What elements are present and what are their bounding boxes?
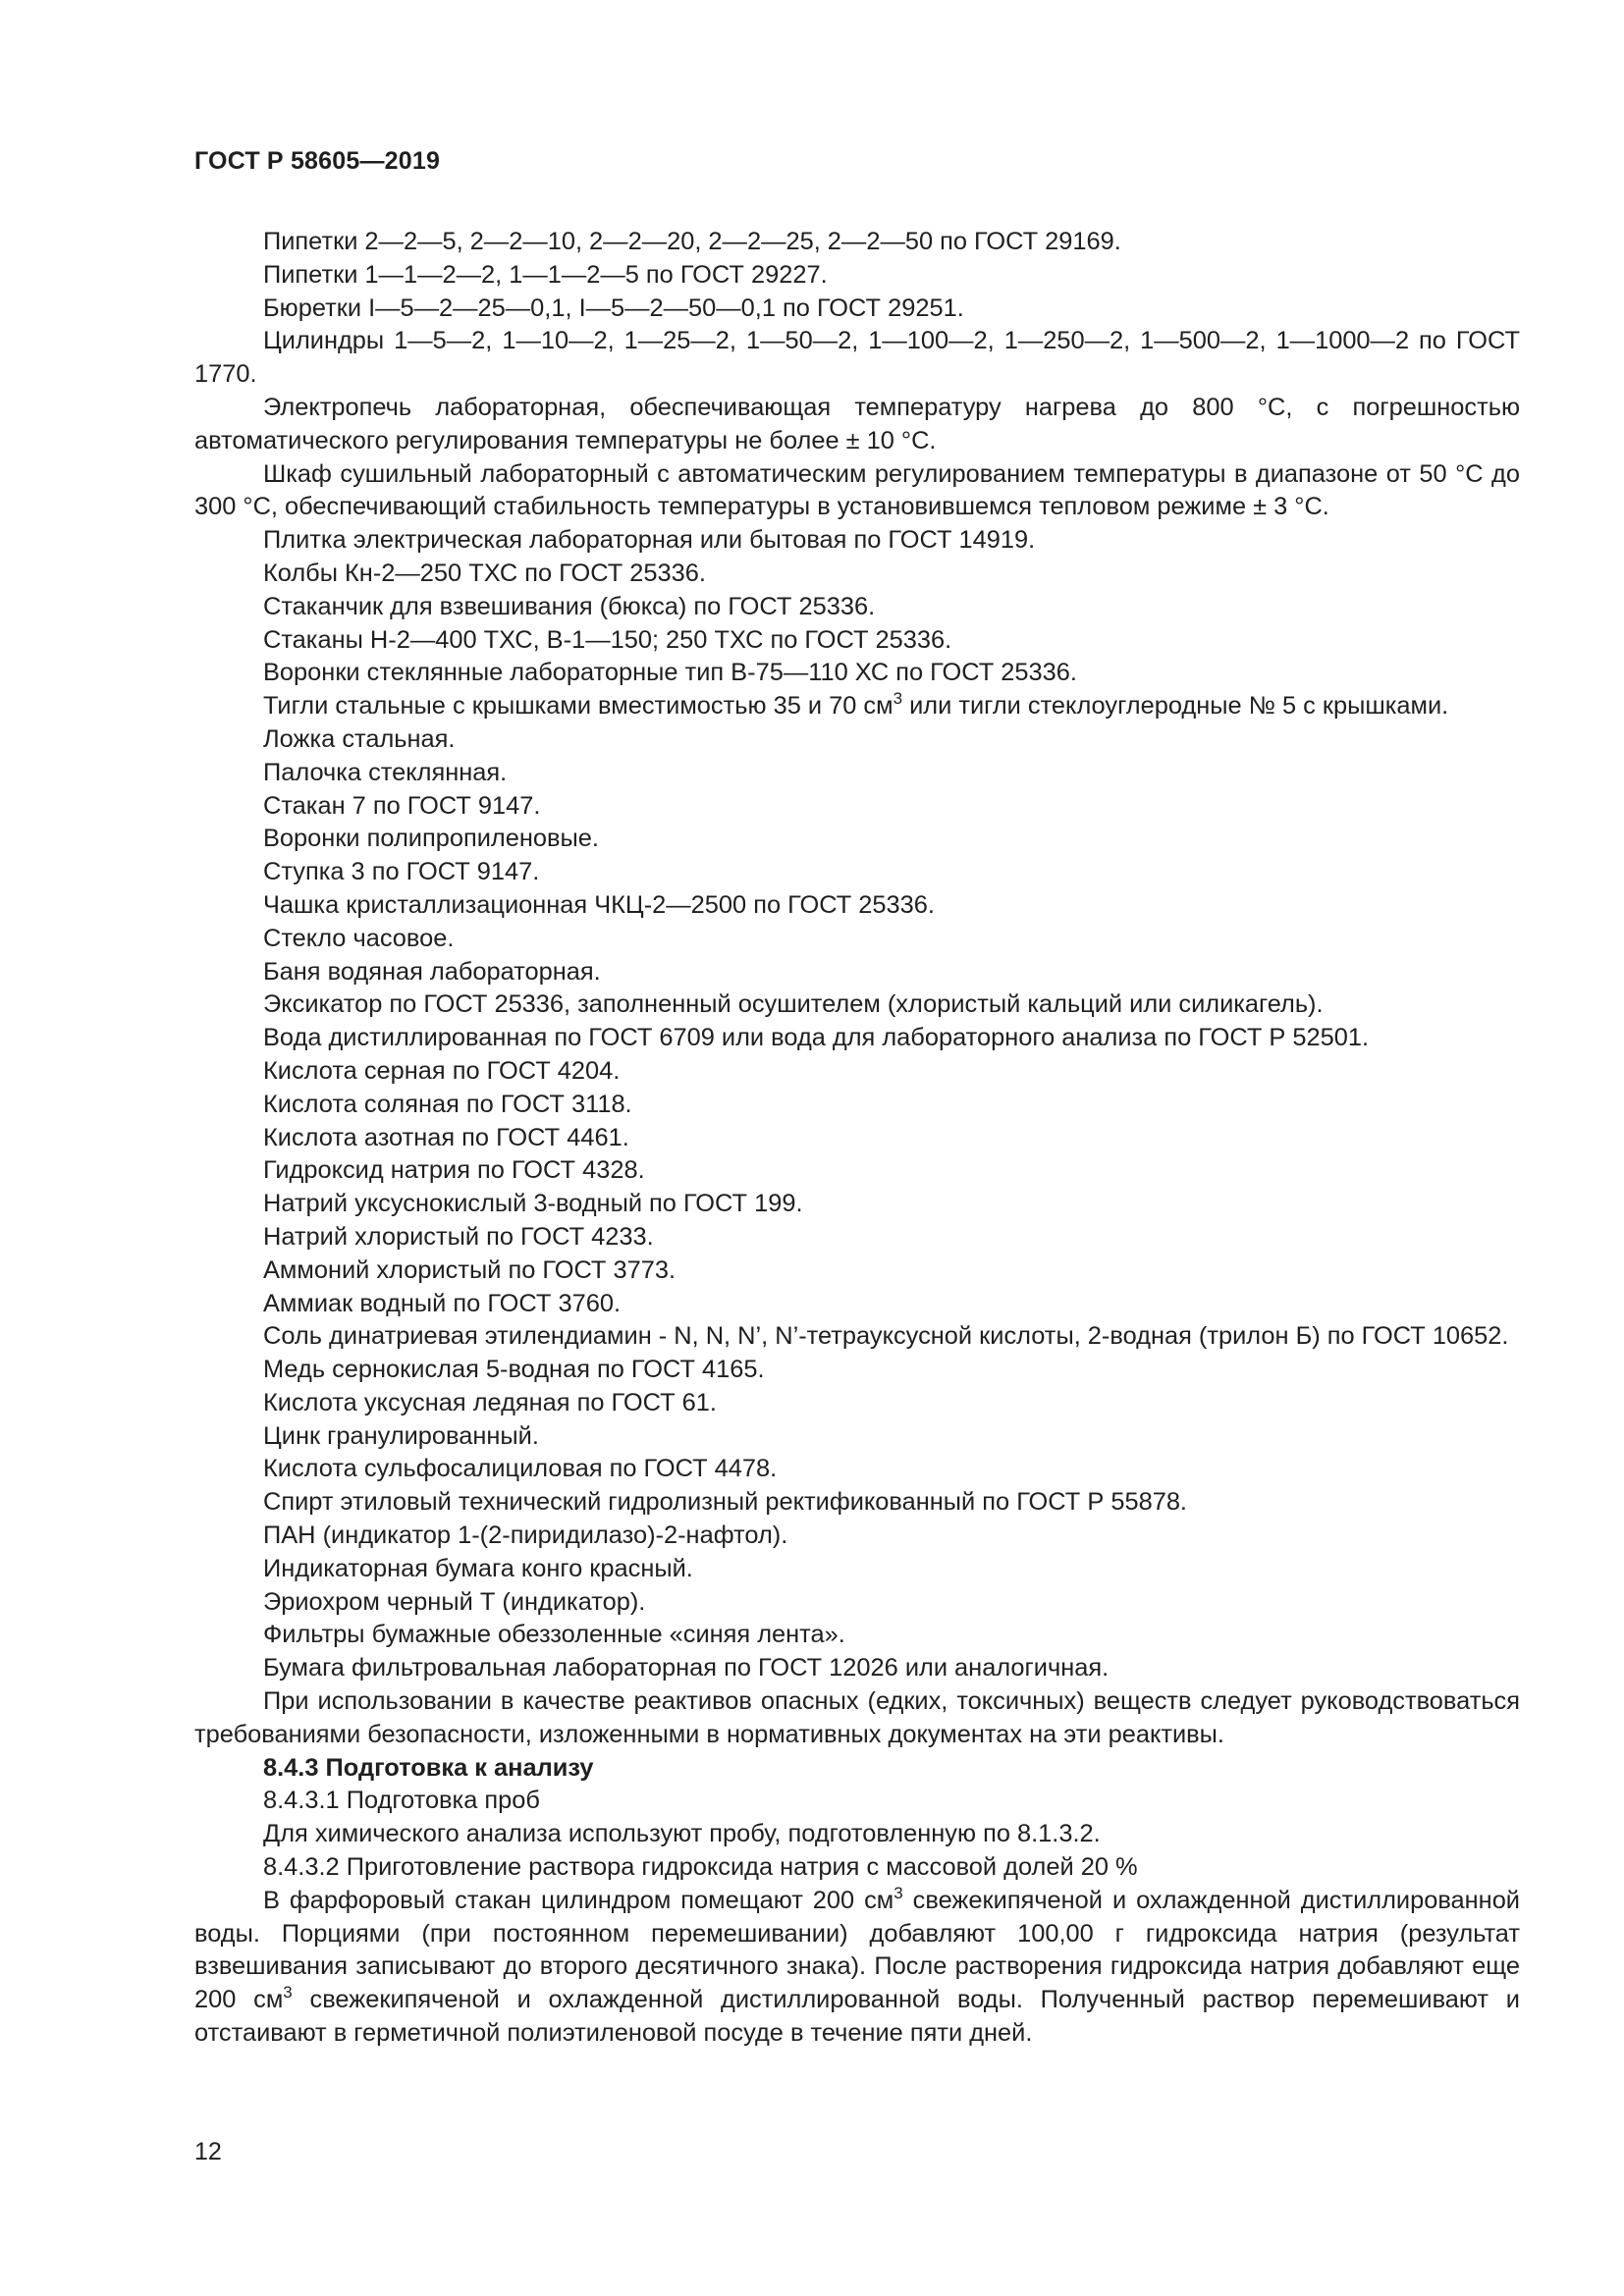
paragraph: Стекло часовое. [263,924,455,952]
paragraph: Аммиак водный по ГОСТ 3760. [263,1289,621,1317]
paragraph: Кислота уксусная ледяная по ГОСТ 61. [263,1388,717,1416]
paragraph: Натрий уксуснокислый 3-водный по ГОСТ 199. [263,1190,803,1218]
superscript: 3 [893,689,903,709]
paragraph: Пипетки 1—1—2—2, 1—1—2—5 по ГОСТ 29227. [263,260,828,289]
superscript: 3 [283,1983,293,2002]
paragraph: Плитка электрическая лабораторная или бытовая по ГОСТ 14919. [263,526,1036,555]
paragraph: Ложка стальная. [263,724,456,753]
paragraph-procedure [194,1885,1520,2051]
paragraph: Цилиндры 1—5—2, 1—10—2, 1—25—2, 1—50—2, 1—100—2, 1—250—2, 1—500—2, 1—1000—2 по ГОСТ 1770. [194,327,1520,389]
paragraph-text: или тигли стеклоуглеродные № 5 с крышками. [902,692,1449,721]
paragraph: Палочка стеклянная. [263,758,508,786]
paragraph-text: свежекипяченой и охлажденной дистиллированной воды. Порциями (при постоянном перемешивании) добавляют 100,00 г гидроксида натрия (результат взвешивания записывают до второго десятичного знака). После растворения гидроксида натрия добавляют еще 200 см [194,1886,1520,2014]
section-heading: 8.4.3 Подготовка к анализу [263,1753,594,1782]
paragraph: Стакан 7 по ГОСТ 9147. [263,791,541,820]
paragraph: Аммоний хлористый по ГОСТ 3773. [263,1255,677,1284]
paragraph: Индикаторная бумага конго красный. [263,1554,693,1582]
document-body [194,226,1520,2051]
paragraph: Чашка кристаллизационная ЧКЦ-2—2500 по ГОСТ 25336. [263,890,935,919]
paragraph: Натрий хлористый по ГОСТ 4233. [263,1222,654,1251]
paragraph: Электропечь лабораторная, обеспечивающая температуру нагрева до 800 °С, с погрешностью автоматического регулирования температуры не более ± 10 °С. [194,393,1520,454]
superscript: 3 [893,1883,903,1902]
paragraph: Стаканы Н-2—400 ТХС, В-1—150; 250 ТХС по ГОСТ 25336. [263,625,952,654]
paragraph: Фильтры бумажные обеззоленные «синяя лента». [263,1621,845,1649]
paragraph: ПАН (индикатор 1-(2-пиридилазо)-2-нафтол). [263,1522,788,1550]
paragraph: Колбы Кн-2—250 ТХС по ГОСТ 25336. [263,559,706,587]
paragraph: Эксикатор по ГОСТ 25336, заполненный осушителем (хлористый кальций или силикагель). [263,990,1324,1019]
paragraph: Для химического анализа используют пробу, подготовленную по 8.1.3.2. [263,1820,1101,1848]
paragraph: Баня водяная лабораторная. [263,957,601,986]
paragraph: Стаканчик для взвешивания (бюкса) по ГОСТ 25336. [263,592,876,620]
paragraph: Кислота серная по ГОСТ 4204. [263,1056,621,1085]
paragraph: Пипетки 2—2—5, 2—2—10, 2—2—20, 2—2—25, 2—2—50 по ГОСТ 29169. [263,228,1121,255]
paragraph: Спирт этиловый технический гидролизный ректификованный по ГОСТ Р 55878. [263,1488,1187,1517]
subsection-heading: 8.4.3.1 Подготовка проб [263,1787,540,1815]
paragraph: Кислота азотная по ГОСТ 4461. [263,1123,629,1151]
paragraph: Бумага фильтровальная лабораторная по ГОСТ 12026 или аналогичная. [263,1654,1110,1682]
paragraph-crucibles [194,690,1520,723]
paragraph-text: свежекипяченой и охлажденной дистиллированной воды. Полученный раствор перемешивают и отстаивают в герметичной полиэтиленовой посуде в течение пяти дней. [194,1986,1520,2048]
page-header-standard: ГОСТ Р 58605—2019 [194,147,441,175]
subsection-heading: 8.4.3.2 Приготовление раствора гидроксида натрия с массовой долей 20 % [263,1853,1138,1882]
paragraph: Эриохром черный Т (индикатор). [263,1587,646,1616]
paragraph: Цинк гранулированный. [263,1421,539,1450]
paragraph: Вода дистиллированная по ГОСТ 6709 или вода для лабораторного анализа по ГОСТ Р 52501. [263,1024,1370,1052]
paragraph: Кислота сульфосалициловая по ГОСТ 4478. [263,1455,778,1483]
paragraph: Ступка 3 по ГОСТ 9147. [263,858,540,886]
paragraph: Воронки полипропиленовые. [263,825,599,853]
paragraph: Гидроксид натрия по ГОСТ 4328. [263,1156,645,1185]
page-number: 12 [194,2138,222,2165]
paragraph: При использовании в качестве реактивов опасных (едких, токсичных) веществ следует руководствоваться требованиями безопасности, изложенными в нормативных документах на эти реактивы. [194,1687,1520,1748]
paragraph: Медь сернокислая 5-водная по ГОСТ 4165. [263,1356,765,1384]
paragraph: Шкаф сушильный лабораторный с автоматическим регулированием температуры в диапазоне от 50 °С до 300 °С, обеспечивающий стабильность температуры в установившемся тепловом режиме ± 3 °С. [194,459,1520,521]
paragraph: Бюретки I—5—2—25—0,1, I—5—2—50—0,1 по ГОСТ 29251. [263,294,964,322]
paragraph: Кислота соляная по ГОСТ 3118. [263,1090,632,1118]
paragraph: Воронки стеклянные лабораторные тип В-75—110 ХС по ГОСТ 25336. [263,659,1077,687]
paragraph: Соль динатриевая этилендиамин - N, N, N’, N’-тетрауксусной кислоты, 2-водная (трилон Б) по ГОСТ 10652. [263,1322,1509,1351]
paragraph-text: Тигли стальные с крышками вместимостью 35 и 70 см [263,692,893,721]
paragraph-text: В фарфоровый стакан цилиндром помещают 200 см [263,1886,894,1914]
